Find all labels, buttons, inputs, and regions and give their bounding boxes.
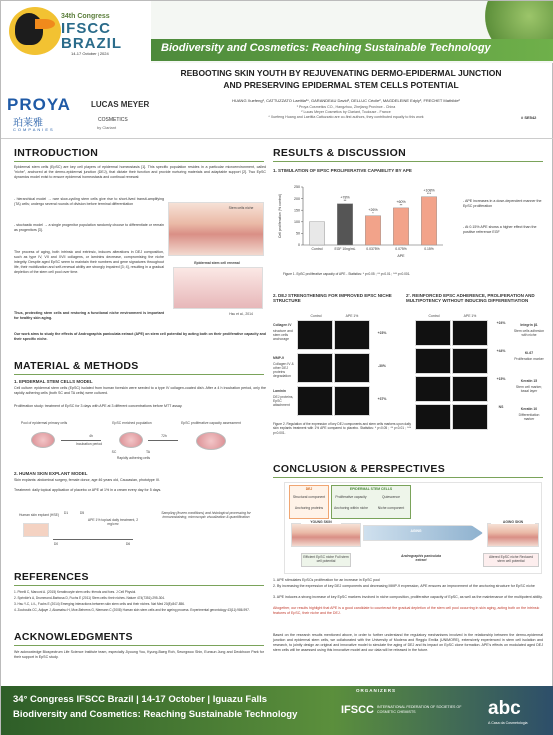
diagram-pool: Pool of epidermal primary cells <box>20 421 68 425</box>
chart-y-tick-label: 200 <box>294 196 300 201</box>
esc-item3: Quiescence <box>382 495 400 499</box>
esc-item4: Niche component <box>377 506 405 510</box>
fig-stem-label: Stem cells niche <box>228 206 254 210</box>
rrow-k10-sub: Differentiation marker <box>518 413 540 421</box>
micrograph-lam-control <box>297 386 333 416</box>
right-conclusion-box: Altered EpSC niche Reduced stem cell potential <box>483 553 539 567</box>
footer-organizers: ORGANIZERS <box>356 688 397 693</box>
explant-sampling: Sampling (frozen conditions) and histological processing for immunostaining, microscopic visualization & quantification <box>161 511 251 519</box>
clariant-label: by Clariant <box>97 125 117 130</box>
col-control-right: Control <box>428 314 440 318</box>
references-rule <box>14 585 264 586</box>
chart-bar-annotation: +26% <box>368 207 378 212</box>
diagram-ta: TA <box>145 450 151 454</box>
results-caption2: Figure 2. Regulation of the expression of key DEJ components and stem cells markers upon daily skin explants treatment with 1% APE compared to placebo. Statistics: * p<0.05 ; ** p<0.01 ; *** p<0.001. <box>273 422 411 435</box>
congress-date: 14-17 October | 2024 <box>71 51 109 56</box>
young-skin-figure <box>291 523 361 547</box>
congress-label: 34th Congress <box>61 13 110 20</box>
chart-bar <box>393 208 408 245</box>
proya-logo: PROYA <box>7 95 71 114</box>
diagram-72h: 72h <box>161 434 167 438</box>
reference-2: 2. Sprinkle's A, Drummond-Barbosa D, Fuchs E (2011) Stem cells: their niches. Nature 474(7351):295-304. <box>14 596 165 600</box>
intro-heading: INTRODUCTION <box>14 147 99 159</box>
explant-label: Human skin explant (HSE) <box>19 513 59 517</box>
results-sub3: 2'. REINFORCED EPSC ADHERENCE, PROLIFERATION AND MULTIPOTENCY WITHOUT INDUCING DIFFERENTIATION <box>406 293 535 303</box>
proya-logo-cn: 珀莱雅 <box>13 118 43 129</box>
explant-d5: D5 <box>79 511 85 515</box>
poster-title-line1: REBOOTING SKIN YOUTH BY REJUVENATING DERMO-EPIDERMAL JUNCTION <box>180 68 502 78</box>
chart-y-tick-label: 150 <box>294 208 300 213</box>
val-mmp: -30% <box>378 364 386 368</box>
methods-p3: Skin explants: abdominal surgery, female donor, age 46 years old, Caucasian, phototype III. <box>14 478 160 482</box>
footer-line1: 34° Congress IFSCC Brazil | 14-17 October | Iguazu Falls <box>13 694 268 705</box>
esc-item2: Anchoring within niche <box>334 506 368 510</box>
conclusion-heading: CONCLUSION & PERSPECTIVES <box>273 463 446 475</box>
reference-3: 3. Hsu Y-C, Li L, Fuchs E (2014) Emerging interactions between skin stem cells and their niches. Nat Med 20(8):847-856. <box>14 602 185 606</box>
diagram-incubation: Incubation period <box>75 442 102 446</box>
val-k15: +15% <box>496 377 506 381</box>
micrograph-ki-control <box>415 348 451 374</box>
methods-p4: Treatment: daily topical application of placebo or APE at 1% in a cream every day for 5 days. <box>14 488 162 492</box>
row-col4-sub: structure and stem cells anchorage <box>273 329 293 341</box>
diagram-rapid: Rapidly adhering cells <box>116 456 151 460</box>
diagram-4h: 4h <box>89 434 93 438</box>
chart-bar <box>309 222 324 245</box>
lucas-meyer-logo: LUCAS MEYER <box>91 100 150 109</box>
toucan-beak-icon <box>35 19 55 29</box>
chart-x-tick-label: 0.15% <box>424 247 434 251</box>
micrograph-int-control <box>415 320 451 346</box>
intro-p1: Epidermal stem cells (EpSC) are key cell players of epidermal homeostasis [1]. This specific population resides in a particular microenvironment, called "niche", anchored at the dermo-epidermal junction (DEJ), that dictate their function and provide nurturing materials and adaptable support [2]. Two EpSC dynamics model exist to ensure epidermal homeostasis and continual renewal: <box>14 165 266 179</box>
proya-logo-companies: COMPANIES <box>13 127 55 132</box>
chart-y-tick-label: 50 <box>296 231 300 236</box>
chart-y-tick-label: 100 <box>294 220 300 224</box>
rrow-int-sub: Stem cells adhesion with niche <box>513 329 545 337</box>
young-skin-label: YOUNG SKIN <box>301 520 341 524</box>
ack-text: We acknowledge Biospectrum Life Science Institute team, especially Jiyoung You, Kyung-Baeg Roh, Seungwoo Shin, Eunsun Jung and Deokhoon Park for their support in EpSC study. <box>14 650 264 659</box>
footer-ifscc-logo: IFSCC <box>341 704 374 716</box>
rrow-ki-sub: Proliferation marker <box>514 357 544 361</box>
reference-1: 1. Pinelli C, Marconi A. (2015) Keratinocyte stem cells: friends and foes. J Cell Physiol. <box>14 590 137 594</box>
intro-p2: - hierarchical model → rare slow-cycling stem cells give rise to short-lived transit-amplifying (TA) cells; undergo several rounds of division before terminal differentiation <box>14 197 164 206</box>
esc-item1: Proliferative capacity <box>335 495 367 499</box>
intro-p3: - stochastic model → a single progenitor population randomly choose to differentiate or remain as progenitors [3]. <box>14 223 164 232</box>
row-lam-sub: DEJ proteins, EpSC attachment <box>273 395 294 407</box>
row-col4: Collagen IV <box>273 323 292 327</box>
theme-title: Biodiversity and Cosmetics: Reaching Sustainable Technology <box>161 42 491 54</box>
methods-p1: Cell culture: epidermal stem cells (EpSC) isolated from human foreskin were seeded to a type IV collagen-coated dish. After a 4 h incubation period, only the rapidly adhering cells (both SC and TA cells) were cultured. <box>14 386 266 395</box>
micrograph-mmp-control <box>297 353 333 383</box>
micrograph-k15-ape <box>452 376 488 402</box>
rrow-int: Integrin β1 <box>520 323 538 327</box>
footer-abc-sub: A Casa da Cosmetologia <box>488 721 528 725</box>
col-ape-left: APE 1% <box>345 314 359 318</box>
authors: HUANG Xuefeng¹, CATTUZZATO Laetitia²*, GARANDEAU David², DELLUC Cécile², MAGDELEINE Edyly², FRECHET Mathilde² <box>232 98 460 103</box>
ifscc-label: IFSCC <box>61 20 111 37</box>
poster-title-line2: AND PRESERVING EPIDERMAL STEM CELLS POTENTIAL <box>223 80 459 90</box>
chart-x-label: APE <box>397 254 405 258</box>
conclusion-b2: 2. By increasing the expression of key DEJ components and decreasing MMP-9 expression, APE ensures an improvement of the anchoring structure for EpSC niche <box>273 584 535 588</box>
references-heading: REFERENCES <box>14 571 89 583</box>
methods-heading: MATERIAL & METHODS <box>14 360 139 372</box>
intro-rule <box>14 161 264 162</box>
results-heading: RESULTS & DISCUSSION <box>273 147 406 159</box>
micrograph-k10-ape <box>452 404 488 430</box>
chart-y-label: Cell proliferation (% control) <box>278 193 282 239</box>
dej-title: DEJ <box>305 487 313 491</box>
affiliation-1: ¹ Proya Cosmetics CO., Hangzhou, Zhejiang Province - China <box>296 105 396 109</box>
proliferation-chart <box>273 177 458 269</box>
chart-x-tick-label: EGF 10ng/mL <box>334 247 356 251</box>
chart-bar-stars: * <box>372 211 374 216</box>
conclusion-p1: Based on the research results mentioned above, in order to further understand the regulatory mechanisms involved in the relationship between the dermo-epidermal junction and epidermal stem cells, we collaborated with the University of Modena and Reggio Emilia (UNIMORE), extensively experienced in stem cell isolation and research, to jointly design an original and innovative model to simulate the aging of DEJ and its impact on EpSC clone formation. APE's effects on modulated aged DEJ stem cells will be assessed using this innovative model and our data will be released in the future. <box>273 633 543 652</box>
conclusion-rule <box>273 477 543 478</box>
chart-bar-stars: ** <box>399 203 403 208</box>
rrow-ki: Ki-67 <box>524 351 534 355</box>
col-ape-right: APE 1% <box>463 314 477 318</box>
micrograph-lam-ape <box>334 386 370 416</box>
left-conclusion-box: Efficient EpSC niche Full stem cell potential <box>301 553 351 567</box>
chart-bar-annotation: +78% <box>340 195 350 200</box>
chart-x-tick-label: 0.075% <box>395 247 407 251</box>
footer-abc-logo: abc <box>488 698 521 719</box>
affiliation-3: * Xuefeng Huang and Laetitia Cattuzzato are co-first authors, they contributed equally to this work <box>268 115 424 119</box>
row-lam: Laminin <box>273 389 286 393</box>
leaf-decoration-icon <box>471 1 553 39</box>
stem-cell-renewal-figure <box>173 267 263 309</box>
diagram-enriched: EpSC enriched population <box>112 421 152 425</box>
dish-pool-icon <box>31 432 55 448</box>
micrograph-k10-control <box>415 404 451 430</box>
header-divider <box>1 138 553 139</box>
rrow-k15-sub: Stem cell marker, basal layer <box>515 385 543 393</box>
intro-p5: Thus, protecting stem cells and restoring a functional niche environment is important for healthy skin aging. <box>14 311 164 320</box>
chart-bar-annotation: +60% <box>396 199 406 204</box>
micrograph-col4-control <box>297 320 333 350</box>
fig-cite: Hsu et al., 2014 <box>229 312 253 316</box>
arrow-2 <box>148 440 178 441</box>
diagram-proliferative: EpSC proliferative capacity assessment <box>181 421 241 425</box>
results-sub1: 1. STIMULATION OF EPSC PROLIFERATIVE CAPABILITY BY APE <box>273 168 412 173</box>
chart-x-tick-label: 0.0375% <box>366 247 380 251</box>
val-col4: +23% <box>377 331 387 335</box>
val-ki: +44% <box>496 349 506 353</box>
results-bullet1: - APE increases in a dose-dependent manner the EpSC proliferation <box>463 199 542 208</box>
dish-assessment-icon <box>196 432 226 450</box>
row-mmp: MMP-9 <box>273 356 284 360</box>
intro-p4: The process of aging, both intrinsic and extrinsic, induces alterations in DEJ composition, such as type IV, VII and XVII collagens, or laminins decrease, compromising the niche integrity. Despite aged EpSC seem to maintain their numbers and gene signatures throughout life, their mobilization and self-renewal ability are strongly impaired [3; 4], resulting in a gradual depletion of the stem cell pool over time. <box>14 250 165 274</box>
ape-center-label: Andrographis paniculata extract <box>401 554 441 562</box>
arrow-1 <box>61 440 101 441</box>
methods-sub1: 1. EPIDERMAL STEM CELLS MODEL <box>14 379 93 384</box>
footer-line2: Biodiversity and Cosmetics: Reaching Sustainable Technology <box>13 709 298 720</box>
intro-p6: Our work aims to study the effects of Andrographis paniculata extract (APE) on stem cell potential by acting both on their proliferative capacity and their specific niche. <box>14 332 266 341</box>
rrow-k15: Keratin 15 <box>520 379 538 383</box>
micrograph-col4-ape <box>334 320 370 350</box>
row-mmp-sub: Collagen IV & other DEJ proteins degradation <box>273 362 294 378</box>
methods-sub2: 2. HUMAN SKIN EXPLANT MODEL <box>14 471 88 476</box>
dej-item1: Structural component <box>292 495 326 499</box>
chart-y-tick-label: 0 <box>298 243 300 248</box>
results-bullet2: - At 0.15% APE shows a higher effect than the positive reference EGF <box>463 225 537 234</box>
lucas-meyer-sub: COSMETICS <box>98 117 128 123</box>
conclusion-b4: Altogether, our results highlight that APE is a good candidate to counteract the gradual depletion of the stem cell pool occurring in skin aging, acting both on the intrinsic features of EpSC, their niche and the DEJ. <box>273 606 540 615</box>
fig-niche-label: Epidermal stem cell renewal <box>194 261 240 265</box>
diagram-sc: SC <box>111 450 117 454</box>
methods-rule <box>14 374 264 375</box>
chart-bar-stars: *** <box>426 192 432 197</box>
rrow-k10: Keratin 10 <box>520 407 538 411</box>
chart-bar-annotation: +108% <box>423 188 435 193</box>
explant-d0: D0 <box>53 542 59 546</box>
results-sub2: 2. DEJ STRENGTHENING FOR IMPROVED EPSC NICHE STRUCTURE <box>273 293 392 303</box>
chart-bar <box>365 216 380 245</box>
explant-icon <box>23 523 49 537</box>
results-rule <box>273 161 543 162</box>
aging-label: AGING <box>410 529 422 533</box>
reference-4: 4. Zouboulis CC, Adjaye J, Akamatsu H, Moe-Behrens G, Niemann C (2008) Human skin stem cells and the ageing process. Experimental gerontology 43(11):986-997. <box>14 608 250 612</box>
aging-skin-figure <box>487 523 539 547</box>
explant-d1: D1 <box>63 511 69 515</box>
methods-p2: Proliferation study: treatment of EpSC for 3 days with APE at 3 different concentrations before MTT assay. <box>14 404 183 408</box>
chart-bar <box>421 197 436 245</box>
chart-bar <box>337 204 352 245</box>
micrograph-ki-ape <box>452 348 488 374</box>
conclusion-b1: 1. APE stimulates EpSCs proliferation for an increase in EpSC pool <box>273 578 380 582</box>
brazil-label: BRAZIL <box>61 35 122 52</box>
val-lam: +37% <box>377 397 387 401</box>
toucan-body-icon <box>15 13 43 45</box>
explant-apply: APE 1% topical daily treatment, 2 mg/cm² <box>87 518 139 526</box>
esc-title: EPIDERMAL STEM CELLS <box>349 487 393 491</box>
col-control-left: Control <box>310 314 322 318</box>
chart-x-tick-label: Control <box>311 247 323 251</box>
affiliation-2: ² Lucas Meyer Cosmetics by Clariant, Toulouse - France <box>301 110 391 114</box>
val-int: +24% <box>496 321 506 325</box>
stem-cell-niche-figure <box>168 202 264 256</box>
ack-heading: ACKNOWLEDGMENTS <box>14 631 133 643</box>
micrograph-k15-control <box>415 376 451 402</box>
val-k10: NS <box>498 405 504 409</box>
micrograph-int-ape <box>452 320 488 346</box>
aging-arrow <box>363 525 483 541</box>
explant-timeline <box>53 539 133 540</box>
ack-rule <box>14 645 264 646</box>
micrograph-mmp-ape <box>334 353 370 383</box>
explant-d6: D6 <box>125 542 131 546</box>
chart-y-tick-label: 250 <box>294 185 300 190</box>
chart-bar-stars: ** <box>343 199 347 204</box>
dish-enriched-icon <box>119 432 143 448</box>
conclusion-b3: 3. APE induces a strong increase of key EpSC markers involved in niche composition, proliferative capacity of EpSC, as well as the maintenance of the multipotent ability. <box>273 595 543 599</box>
results-caption1: Figure 1. EpSC proliferative capacity of APE - Statistics: * p<0.05 ; ** p<0.01 ; *** p<0.001. <box>283 272 411 276</box>
footer-federation: INTERNATIONAL FEDERATION OF SOCIETIES OF COSMETIC CHEMISTS <box>377 705 462 714</box>
poster-id: # SE542 <box>521 115 537 120</box>
dej-item2: Anchoring proteins <box>294 506 324 510</box>
aging-skin-label: AGING SKIN <box>491 520 535 524</box>
